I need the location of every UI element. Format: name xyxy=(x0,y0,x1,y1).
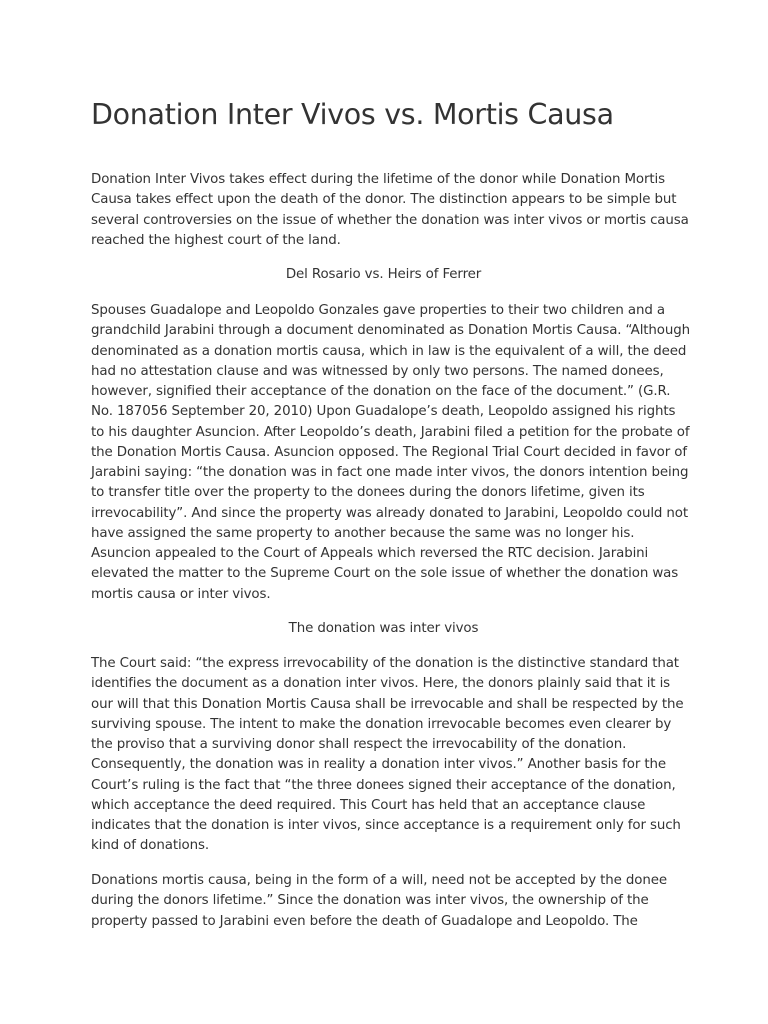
court-ruling-paragraph: The Court said: “the express irrevocability of the donation is the distinctive standard that identifies the document as a donation inter vivos. Here, the donors plainly said that it is our will that this Donation Mortis Causa shall be irrevocable and shall be respected by the surviving spouse. The intent to make the donation irrevocable becomes even clearer by the proviso that a surviving donor shall respect the irrevocability of the donation. Consequently, the donation was in reality a donation inter vivos.” Another basis for the Court’s ruling is the fact that “the three donees signed their acceptance of the donation, which acceptance the deed required. This Court has held that an acceptance clause indicates that the donation is inter vivos, since acceptance is a requirement only for such kind of donations. xyxy=(91,656,684,854)
intro-paragraph: Donation Inter Vivos takes effect during the lifetime of the donor while Donation Mortis Causa takes effect upon the death of the donor. The distinction appears to be simple but several controversies on the issue of whether the donation was inter vivos or mortis causa reached the highest court of the land. xyxy=(91,172,689,248)
case-heading: Del Rosario vs. Heirs of Ferrer xyxy=(285,267,482,282)
case-facts-paragraph: Spouses Guadalope and Leopoldo Gonzales gave properties to their two children and a grandchild Jarabini through a document denominated as Donation Mortis Causa. “Although denominated as a donation mortis causa, which in law is the equivalent of a will, the deed had no attestation clause and was witnessed by only two persons. The named donees, however, signified their acceptance of the donation on the face of the document.” (G.R. No. 187056 September 20, 2010) Upon Guadalope’s death, Leopoldo assigned his rights to his daughter Asuncion. After Leopoldo’s death, Jarabini filed a petition for the probate of the Donation Mortis Causa. Asuncion opposed. The Regional Trial Court decided in favor of Jarabini saying: “the donation was in fact one made inter vivos, the donors intention being to transfer title over the property to the donees during the donors lifetime, given its irrevocability”. And since the property was already donated to Jarabini, Leopoldo could not have assigned the same property to another because the same was no longer his. Asuncion appealed to the Court of Appeals which reversed the RTC decision. Jarabini elevated the matter to the Supreme Court on the sole issue of whether the donation was mortis causa or inter vivos. xyxy=(91,303,690,602)
conclusion-paragraph: Donations mortis causa, being in the form of a will, need not be accepted by the donee during the donors lifetime.” Since the donation was inter vivos, the ownership of the property passed to Jarabini even before the death of Guadalope and Leopoldo. The xyxy=(91,873,667,929)
document-title: Donation Inter Vivos vs. Mortis Causa xyxy=(91,98,614,131)
ruling-heading: The donation was inter vivos xyxy=(288,621,479,636)
